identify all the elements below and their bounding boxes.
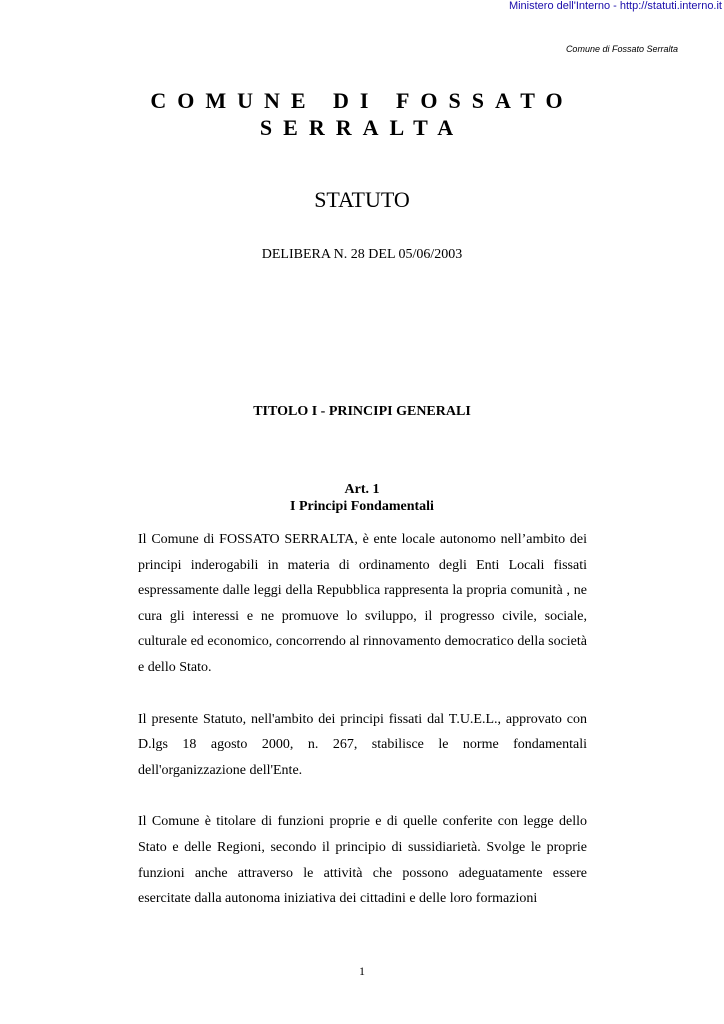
document-title-line-2: SERRALTA	[259, 115, 465, 140]
document-title-line-1: COMUNE DI FOSSATO	[150, 88, 574, 113]
document-title	[0, 87, 724, 141]
page-number: 1	[359, 964, 365, 978]
article-paragraph: Il presente Statuto, nell'ambito dei principi fissati dal T.U.E.L., approvato con D.lgs 18 agosto 2000, n. 267, stabilisce le norme fondamentali dell'organizzazione dell'Ente.	[138, 711, 587, 778]
running-header: Comune di Fossato Serralta	[565, 44, 678, 54]
section-title: TITOLO I - PRINCIPI GENERALI	[253, 404, 471, 419]
article-heading	[0, 481, 724, 515]
article-paragraph: Il Comune di FOSSATO SERRALTA, è ente locale autonomo nell’ambito dei principi inderogabili in materia di ordinamento degli Enti Locali fissati espressamente dalle leggi della Repubblica rappresenta la propria comunità , ne cura gli interessi e ne promuove lo sviluppo, il progresso civile, sociale, culturale ed economico, concorrendo al rinnovamento democratico della società e dello Stato.	[138, 532, 587, 675]
article-title: I Principi Fondamentali	[290, 499, 434, 514]
document-subtitle: STATUTO	[314, 187, 410, 212]
source-link[interactable]: Ministero dell'Interno - http://statuti.interno.it	[508, 0, 722, 12]
delibera-reference: DELIBERA N. 28 DEL 05/06/2003	[261, 247, 463, 262]
article-number: Art. 1	[344, 482, 380, 497]
article-body	[138, 527, 587, 938]
article-paragraph: Il Comune è titolare di funzioni proprie e di quelle conferite con legge dello Stato e delle Regioni, secondo il principio di sussidiarietà. Svolge le proprie funzioni anche attraverso le attività che possono adeguatamente essere esercitate dalla autonoma iniziativa dei cittadini e delle loro formazioni	[138, 814, 587, 907]
